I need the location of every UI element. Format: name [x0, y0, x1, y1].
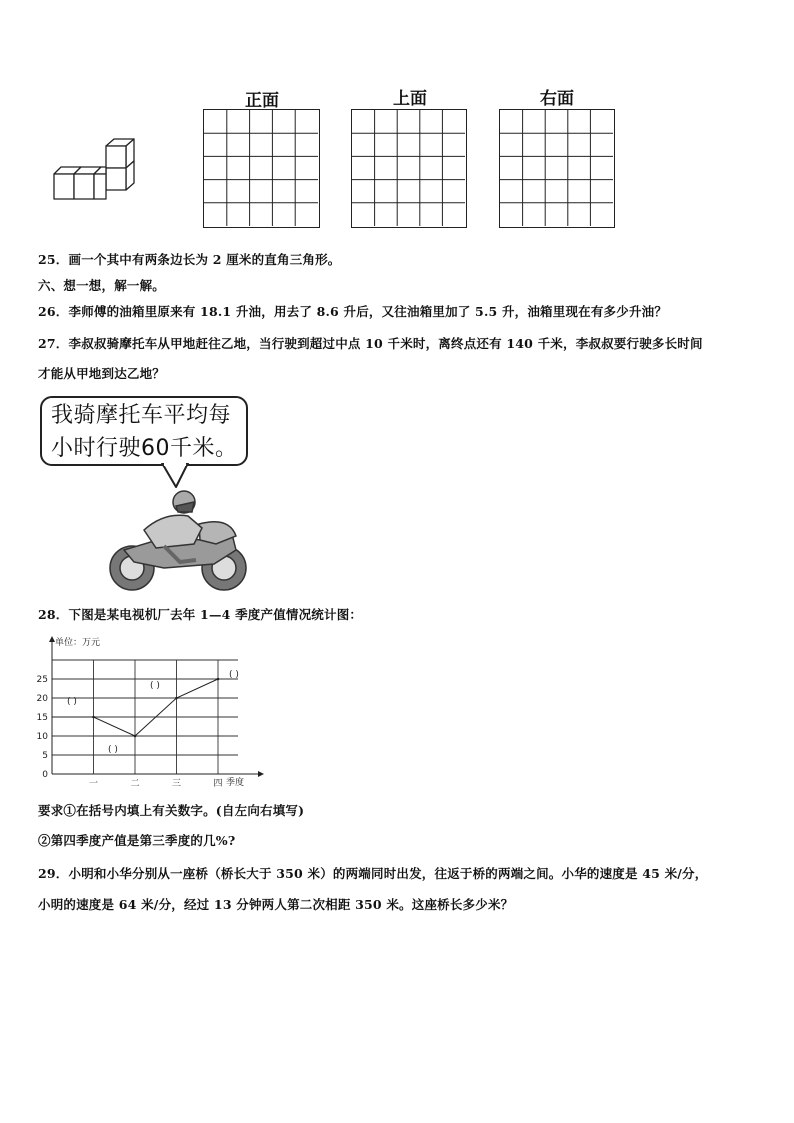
- cube-stack-figure: [50, 136, 140, 206]
- x-axis-arrow: [258, 771, 264, 777]
- right-view-grid[interactable]: [499, 109, 615, 228]
- right-view-label: 右面: [540, 89, 574, 109]
- question-28-requirement-2: ②第四季度产值是第三季度的几%?: [38, 833, 236, 848]
- x-tick-label: 二: [130, 779, 140, 789]
- y-unit-label: 单位：万元: [55, 638, 101, 648]
- speech-bubble-tail: [158, 463, 198, 489]
- x-tick-label: 三: [171, 779, 182, 789]
- x-tick-label: 一: [88, 779, 99, 789]
- data-point: [217, 678, 220, 681]
- y-tick-label: 10: [36, 732, 48, 742]
- y-tick-label: 25: [36, 675, 48, 685]
- question-29-line-1: 29．小明和小华分别从一座桥（桥长大于 350 米）的两端同时出发，往返于桥的两端之间。小华的速度是 45 米/分，: [38, 866, 708, 881]
- question-28: 28．下图是某电视机厂去年 1—4 季度产值情况统计图：: [38, 607, 363, 622]
- y-tick-label: 0: [42, 770, 48, 780]
- section-6-heading: 六、想一想，解一解。: [38, 278, 166, 293]
- data-label-blank: ( ): [150, 681, 160, 691]
- top-view-grid[interactable]: [351, 109, 467, 228]
- question-28-requirement-1: 要求①在括号内填上有关数字。(自左向右填写): [38, 803, 305, 818]
- data-label-blank: ( ): [67, 697, 77, 707]
- question-27-line-1: 27．李叔叔骑摩托车从甲地赶往乙地，当行驶到超过中点 10 千米时，离终点还有 140 千米，李叔叔要行驶多长时间: [38, 336, 703, 351]
- x-tick-label: 四: [213, 779, 223, 789]
- bubble-line-2: 小时行驶60千米。: [51, 436, 238, 461]
- speech-bubble: [40, 396, 248, 466]
- data-point: [175, 697, 178, 700]
- data-label-blank: ( ): [108, 745, 118, 755]
- data-label-blank: ( ): [229, 670, 239, 680]
- question-27-line-2: 才能从甲地到达乙地？: [38, 366, 166, 381]
- quarterly-output-line-chart: [30, 634, 270, 790]
- top-view-label: 上面: [393, 89, 427, 109]
- x-axis-label: 季度: [226, 778, 245, 788]
- data-point: [134, 735, 137, 738]
- front-view-label: 正面: [245, 91, 279, 111]
- y-tick-label: 5: [42, 751, 48, 761]
- front-view-grid[interactable]: [203, 109, 320, 228]
- question-25: 25．画一个其中有两条边长为 2 厘米的直角三角形。: [38, 252, 341, 267]
- motorbike-rider-illustration: [104, 488, 254, 596]
- data-point: [92, 716, 95, 719]
- y-tick-label: 20: [36, 694, 48, 704]
- bubble-line-1: 我骑摩托车平均每: [51, 403, 232, 428]
- question-29-line-2: 小明的速度是 64 米/分，经过 13 分钟两人第二次相距 350 米。这座桥长多少米？: [38, 897, 514, 912]
- y-tick-label: 15: [36, 713, 48, 723]
- question-26: 26．李师傅的油箱里原来有 18.1 升油，用去了 8.6 升后，又往油箱里加了 5.5 升，油箱里现在有多少升油？: [38, 304, 668, 319]
